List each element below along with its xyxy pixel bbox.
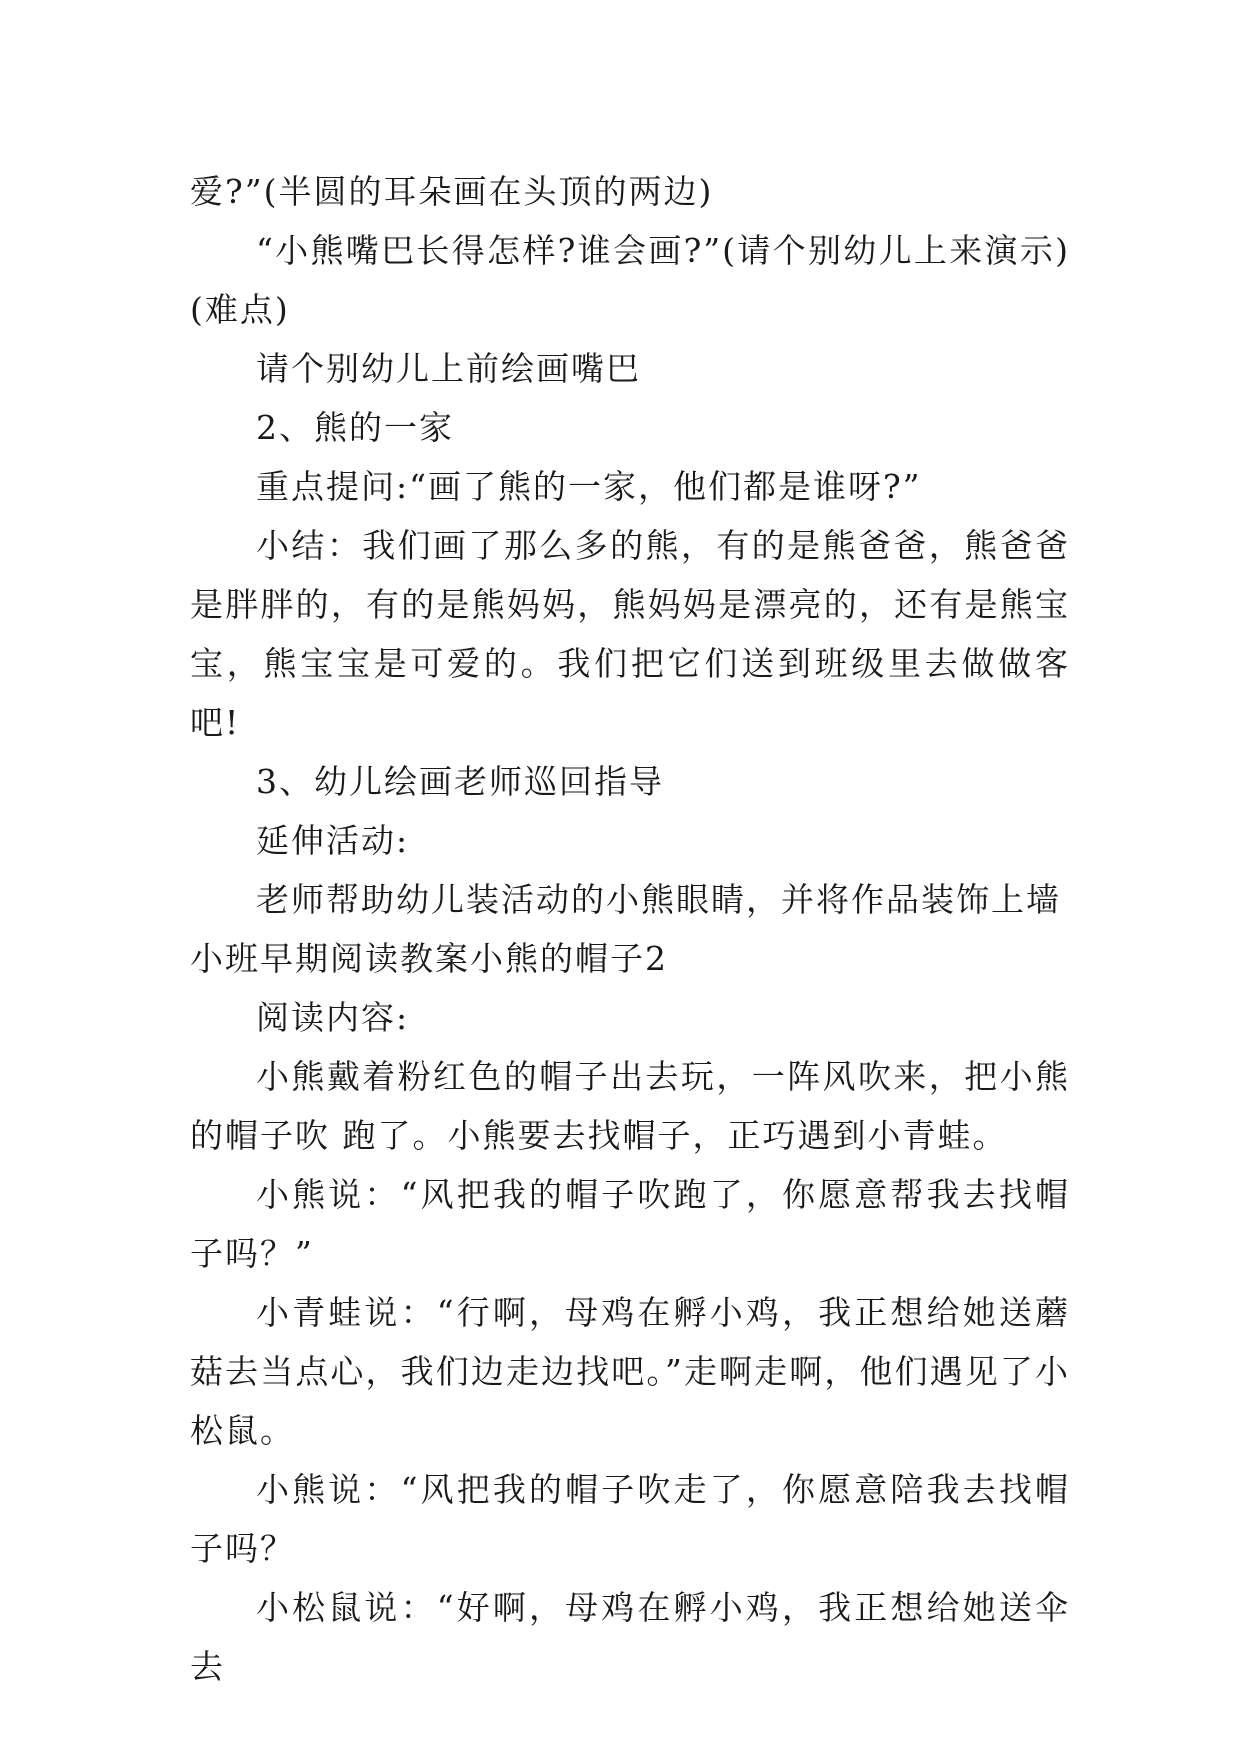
- paragraph-heading-drawing-guidance: 3、幼儿绘画老师巡回指导: [256, 762, 664, 801]
- paragraph-story-4: 小熊说：“风把我的帽子吹走了，你愿意陪我去找帽子吗？: [190, 1470, 1070, 1568]
- document-body: [190, 162, 1070, 1696]
- paragraph-story-5: 小松鼠说：“好啊，母鸡在孵小鸡，我正想给她送伞去: [190, 1588, 1070, 1686]
- paragraph-continuation: 爱?”(半圆的耳朵画在头顶的两边): [190, 172, 714, 211]
- paragraph-heading-extension: 延伸活动:: [256, 821, 410, 860]
- paragraph-extension-detail: 老师帮助幼儿装活动的小熊眼睛，并将作品装饰上墙: [256, 880, 1061, 919]
- paragraph-summary: 小结：我们画了那么多的熊，有的是熊爸爸，熊爸爸是胖胖的，有的是熊妈妈，熊妈妈是漂亮的，还有是熊宝宝，熊宝宝是可爱的。我们把它们送到班级里去做做客吧!: [190, 526, 1070, 742]
- section-title: 小班早期阅读教案小熊的帽子2: [190, 939, 668, 978]
- paragraph-question-mouth: “小熊嘴巴长得怎样?谁会画?”(请个别幼儿上来演示)(难点): [190, 231, 1070, 329]
- paragraph-draw-mouth: 请个别幼儿上前绘画嘴巴: [256, 349, 641, 388]
- paragraph-key-question: 重点提问:“画了熊的一家，他们都是谁呀?”: [256, 467, 922, 506]
- paragraph-story-3: 小青蛙说：“行啊，母鸡在孵小鸡，我正想给她送蘑菇去当点心，我们边走边找吧。”走啊走啊，他们遇见了小松鼠。: [190, 1293, 1070, 1450]
- paragraph-story-2: 小熊说：“风把我的帽子吹跑了，你愿意帮我去找帽子吗？”: [190, 1175, 1070, 1273]
- paragraph-heading-reading-content: 阅读内容:: [256, 998, 410, 1037]
- paragraph-heading-bear-family: 2、熊的一家: [256, 408, 454, 447]
- paragraph-story-1: 小熊戴着粉红色的帽子出去玩，一阵风吹来，把小熊的帽子吹 跑了。小熊要去找帽子，正巧遇到小青蛙。: [190, 1057, 1070, 1155]
